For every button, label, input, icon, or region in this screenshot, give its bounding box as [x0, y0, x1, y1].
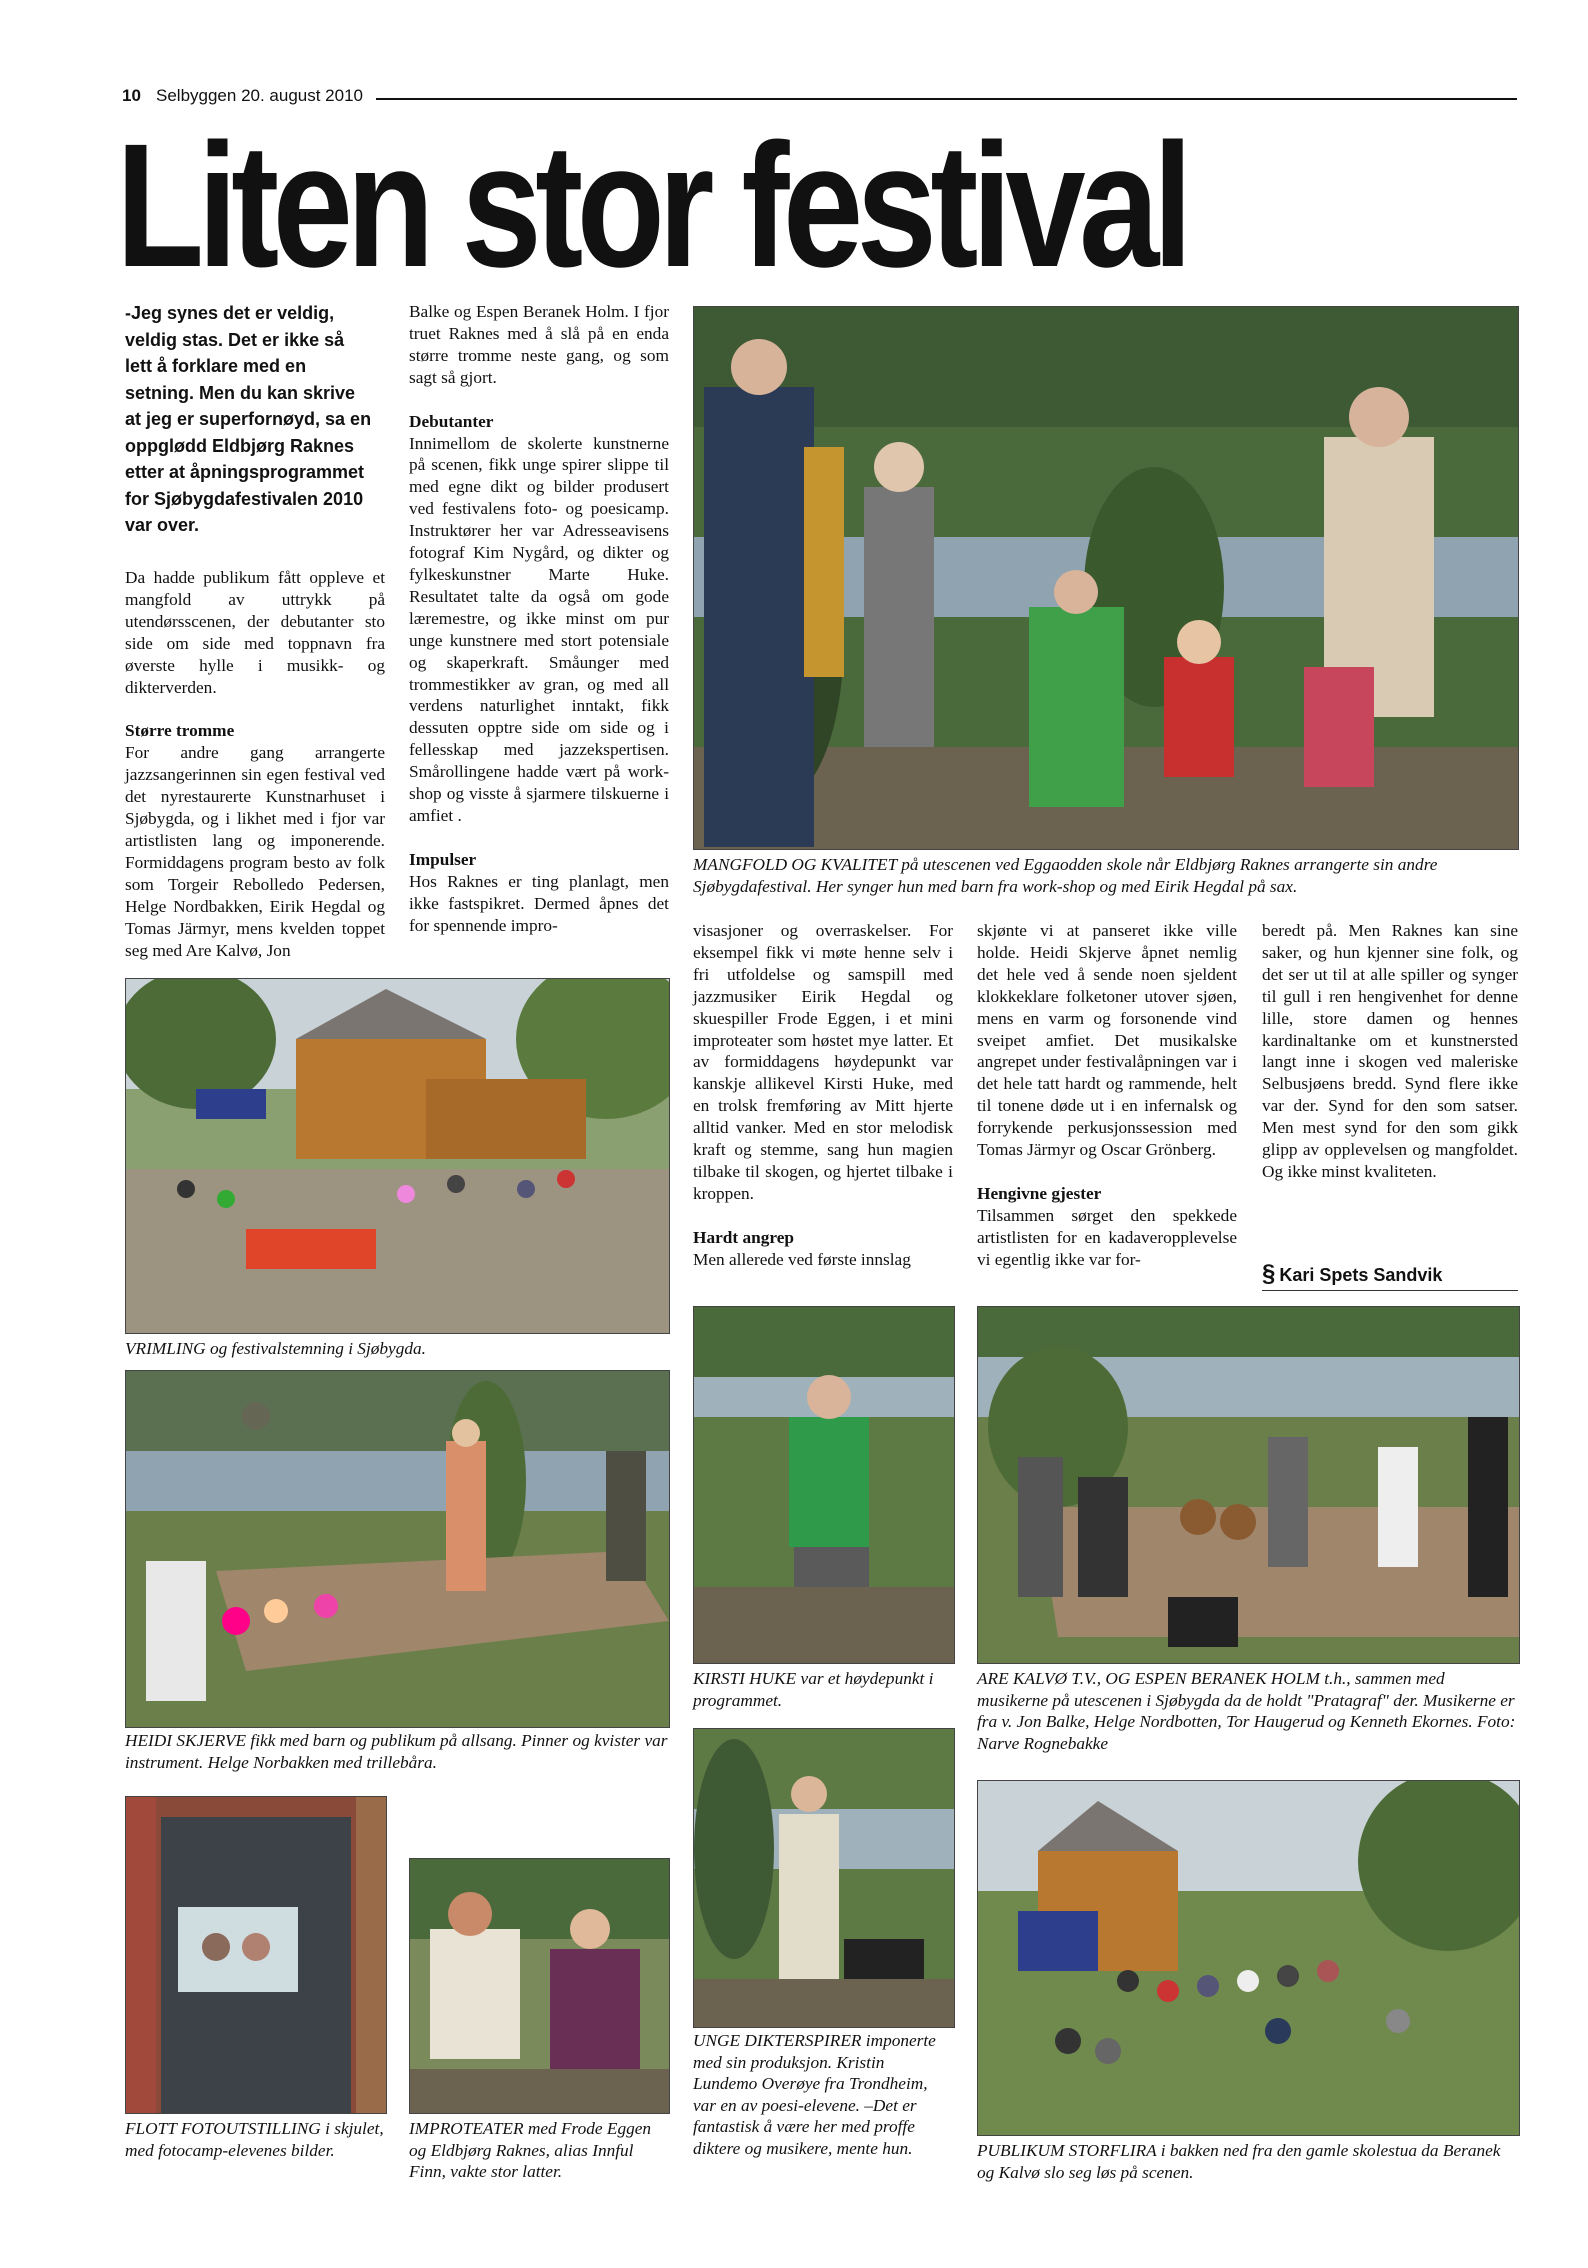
subheading: Hengivne gjester [977, 1183, 1102, 1203]
photo-caption: FLOTT FOTOUTSTILLING i skjulet, med fotocamp-elevenes bilder. [125, 2119, 384, 2160]
photo-graphic [410, 1859, 669, 2113]
photo-graphic [694, 307, 1518, 849]
photo-caption: UNGE DIKTERSPIRER imponerte med sin produksjon. Kristin Lundemo Overøye fra Trondheim, var en av poesi-elevene. –Det er fantastisk å være her med proffe diktere og musikere, mente hun. [693, 2031, 936, 2158]
subheading: Debutanter [409, 411, 494, 431]
paragraph: For andre gang arrangerte jazzsangerinnen sin egen festival ved det nyrestaurerte Kunstnarhuset i Sjøbygda, og i likhet med i fjor var artistlisten lang og imponerende. Formiddagens program besto av folk som Torgeir Rebolledo Pedersen, Helge Nordbakken, Eirik Hegdal og Tomas Järmyr, mens kvelden toppet seg med Are Kalvø, Jon [125, 743, 385, 960]
headline: Liten stor festival [116, 108, 1187, 304]
byline-mark: § [1262, 1260, 1276, 1287]
article-column-4 [977, 920, 1237, 1271]
article-column-2 [409, 301, 669, 936]
paragraph: Hos Raknes er ting planlagt, men ikke fastspikret. Dermed åpnes det for spennende impro- [409, 871, 669, 935]
photo-caption: MANGFOLD OG KVALITET på utescenen ved Eggaodden skole når Eldbjørg Raknes arrangerte sin andre Sjøbygdafestival. Her synger hun med barn fra work-shop og med Eirik Hegdal på sax. [693, 855, 1438, 896]
photo-kirsti-huke [693, 1306, 955, 1664]
photo-photo-exhibition [125, 1796, 387, 2114]
subheading: Hardt angrep [693, 1227, 794, 1247]
photo-graphic [126, 1371, 669, 1727]
paragraph: Men allerede ved første innslag [693, 1249, 911, 1269]
photo-festival-crowd [125, 978, 670, 1334]
photo-improteater [409, 1858, 670, 2114]
byline [1262, 1260, 1518, 1291]
photo-graphic [694, 1729, 954, 2027]
publication-date: Selbyggen 20. august 2010 [156, 86, 364, 105]
photo-are-kalvo-espen-beranek-holm [977, 1306, 1520, 1664]
photo-caption: VRIMLING og festivalstemning i Sjøbygda. [125, 1339, 426, 1358]
photo-caption: ARE KALVØ T.V., OG ESPEN BERANEK HOLM t.h., sammen med musikerne på utescenen i Sjøbygda da de holdt "Pratagraf" der. Musikerne er fra v. Jon Balke, Helge Nordbotten, Tor Haugerud og Kenneth Ekornes. Foto: Narve Rognebakke [977, 1669, 1516, 1753]
photo-stage-performance [693, 306, 1519, 850]
page-number: 10 [122, 86, 141, 105]
paragraph: beredt på. Men Raknes kan sine saker, og hun kjenner sine folk, og det ser ut til at alle spiller og synger til gull i ren hengivenhet for denne lille, store damen og hennes kardinaltanke om et kunstnersted langt inne i skogen ved maleriske Selbusjøens bredd. Synd flere ikke var der. Synd for den som satser. Men mest synd for den som gikk glipp av opplevelsen og mangfoldet. Og ikke minst kvaliteten. [1262, 921, 1518, 1181]
article-column-5 [1262, 920, 1518, 1183]
header-rule [376, 98, 1517, 100]
photo-caption: IMPROTEATER med Frode Eggen og Eldbjørg Raknes, alias Innful Finn, vakte stor latter. [409, 2119, 652, 2181]
photo-graphic [978, 1307, 1519, 1663]
photo-heidi-skjerve [125, 1370, 670, 1728]
author-name: Kari Spets Sandvik [1279, 1265, 1443, 1285]
photo-caption: KIRSTI HUKE var et høydepunkt i programmet. [693, 1669, 934, 1710]
photo-caption: HEIDI SKJERVE fikk med barn og publikum på allsang. Pinner og kvister var instrument. Helge Norbakken med trillebåra. [125, 1731, 668, 1772]
photo-graphic [694, 1307, 954, 1663]
subheading: Større tromme [125, 721, 235, 741]
paragraph: Tilsammen sørget den spekkede artistlisten for en kadaveropplevelse vi egentlig ikke var for- [977, 1205, 1237, 1269]
paragraph: Innimellom de skolerte kunstnerne på scenen, fikk unge spirer slippe til med egne dikt og bilder produsert ved festivalens foto- og poesicamp. Instruktører her var Adresseavisens fotograf Kim Nygård, og dikter og fylkeskunstner Marte Huke. Resultatet talte da også om gode læremestre, og ikke minst om pur unge kunstnere med stort potensiale og skaperkraft. Småunger med trommestikker av gran, og med all verdens naturlighet inntakt, fikk dessuten opptre side om side og i fellesskap med jazzekspertisen. Smårollingene hadde vært på work-shop og visste å sjarmere tilskuerne i amfiet . [409, 433, 669, 825]
photo-graphic [126, 979, 669, 1333]
subheading: Impulser [409, 849, 477, 869]
paragraph: Balke og Espen Beranek Holm. I fjor truet Raknes med å slå på en enda større tromme neste gang, og som sagt så gjort. [409, 302, 669, 387]
article-column-1 [125, 567, 385, 961]
photo-graphic [126, 1797, 386, 2113]
paragraph: Da hadde publikum fått oppleve et mangfold av uttrykk på utendørsscenen, der debutanter sto side om side med toppnavn fra øverste hylle i musikk- og dikterverden. [125, 568, 385, 697]
paragraph: skjønte vi at panseret ikke ville holde. Heidi Skjerve åpnet nemlig det hele ved å sende noen sjeldent klokkeklare folketoner utover sjøen, mens en varm og forsonende vind sveipet amfiet. Det musikalske angrepet under festivalåpningen var i det hele tatt hardt og rammende, helt til tonene døde ut i en infernalsk og forrykende perkusjonssession med Tomas Järmyr og Oscar Grönberg. [977, 921, 1237, 1160]
lead-paragraph: -Jeg synes det er veldig, veldig stas. Det er ikke så lett å forklare med en setning. Men du kan skrive at jeg er superfornøyd, sa en oppglødd Eldbjørg Raknes etter at åpningsprogrammet for Sjøbygdafestivalen 2010 var over. [125, 303, 372, 535]
photo-young-poets [693, 1728, 955, 2028]
article-column-3 [693, 920, 953, 1271]
photo-graphic [978, 1781, 1519, 2135]
paragraph: visasjoner og overraskelser. For eksempel fikk vi møte henne selv i fri utfoldelse og samspill med jazzmusiker Eirik Hegdal og skuespiller Frode Eggen, i et mini improteater som høstet mye latter. Et av formiddagens høydepunkt var kanskje allikevel Kirsti Huke, med en trolsk fremføring av Mitt hjerte alltid vanker. Med en stor melodisk kraft og stemme, sang hun magien tilbake til skogen, og hjertet tilbake i kroppen. [693, 921, 953, 1203]
page-header [122, 86, 1517, 110]
photo-caption: PUBLIKUM STORFLIRA i bakken ned fra den gamle skolestua da Beranek og Kalvø slo seg løs på scenen. [977, 2141, 1501, 2182]
photo-audience [977, 1780, 1520, 2136]
